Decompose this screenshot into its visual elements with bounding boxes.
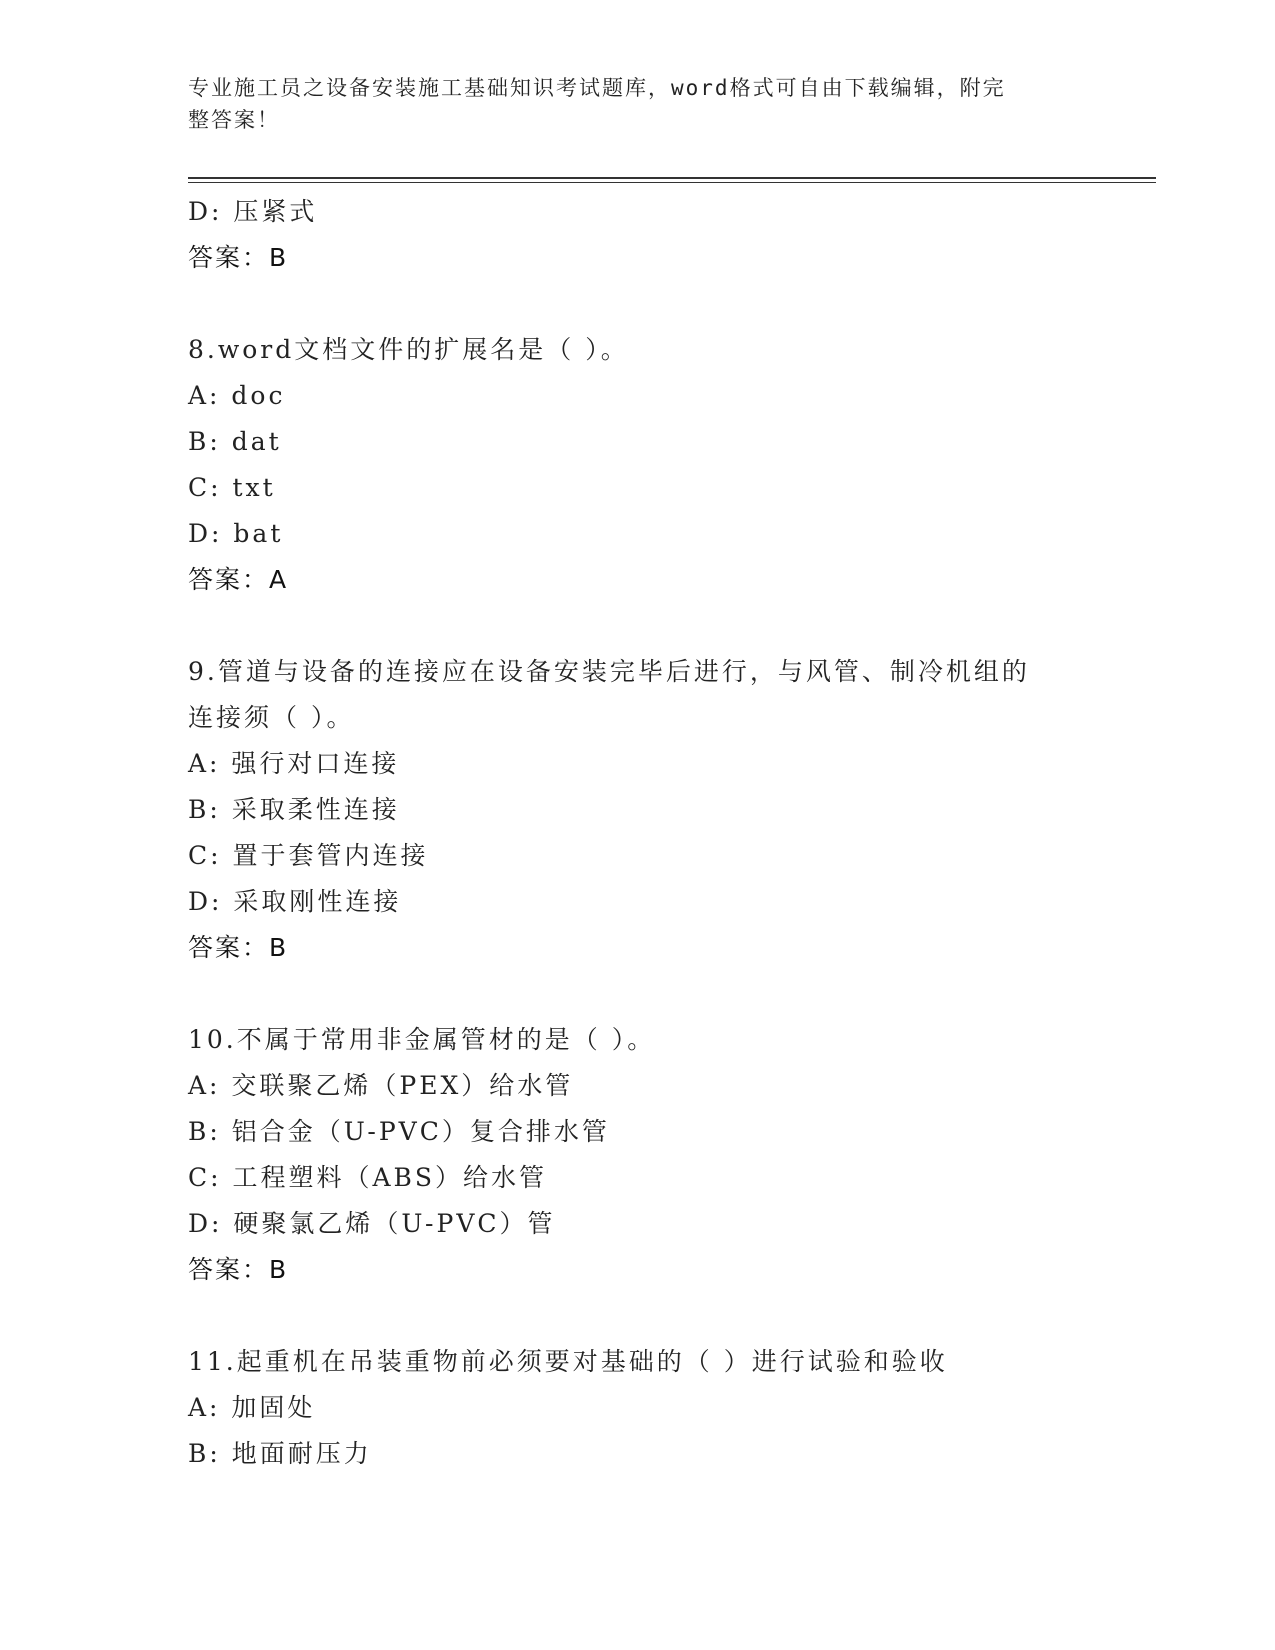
spacer [188,603,1088,649]
spacer [188,281,1088,327]
option-a: A: 加固处 [188,1393,316,1422]
question-list [188,189,1088,1477]
question-text: 9.管道与设备的连接应在设备安装完毕后进行，与风管、制冷机组的 [188,657,1030,686]
spacer [188,971,1088,1017]
option-a: A: doc [188,381,286,410]
header-divider-thin [188,182,1156,183]
document-header [188,72,1068,136]
option-c: C: txt [188,473,276,502]
option-c: C: 工程塑料（ABS）给水管 [188,1163,548,1192]
question-block-9 [188,649,1088,971]
answer-line: 答案：B [188,1255,289,1284]
question-block-7 [188,189,1088,281]
option-d: D: 采取刚性连接 [188,887,402,916]
option-d: D: 硬聚氯乙烯（U-PVC）管 [188,1209,556,1238]
option-b: B: 地面耐压力 [188,1439,372,1468]
option-a: A: 强行对口连接 [188,749,400,778]
header-line-1: 专业施工员之设备安装施工基础知识考试题库，word格式可自由下载编辑，附完 [188,76,1006,100]
header-divider-thick [188,177,1156,179]
question-text: 8.word文档文件的扩展名是（ ）。 [188,335,629,364]
answer-line: 答案：A [188,565,289,594]
question-text-continued: 连接须（ ）。 [188,703,355,732]
option-b: B: 铝合金（U-PVC）复合排水管 [188,1117,610,1146]
question-block-8 [188,327,1088,603]
question-block-10 [188,1017,1088,1293]
spacer [188,1293,1088,1339]
answer-line: 答案：B [188,243,289,272]
question-text: 10.不属于常用非金属管材的是（ ）。 [188,1025,656,1054]
option-b: B: 采取柔性连接 [188,795,400,824]
question-text: 11.起重机在吊装重物前必须要对基础的（ ）进行试验和验收 [188,1347,948,1376]
option-c: C: 置于套管内连接 [188,841,429,870]
option-d: D: bat [188,519,284,548]
option-b: B: dat [188,427,282,456]
answer-line: 答案：B [188,933,289,962]
header-line-2: 整答案！ [188,108,280,132]
question-block-11 [188,1339,1088,1477]
option-a: A: 交联聚乙烯（PEX）给水管 [188,1071,574,1100]
option-d: D: 压紧式 [188,197,318,226]
